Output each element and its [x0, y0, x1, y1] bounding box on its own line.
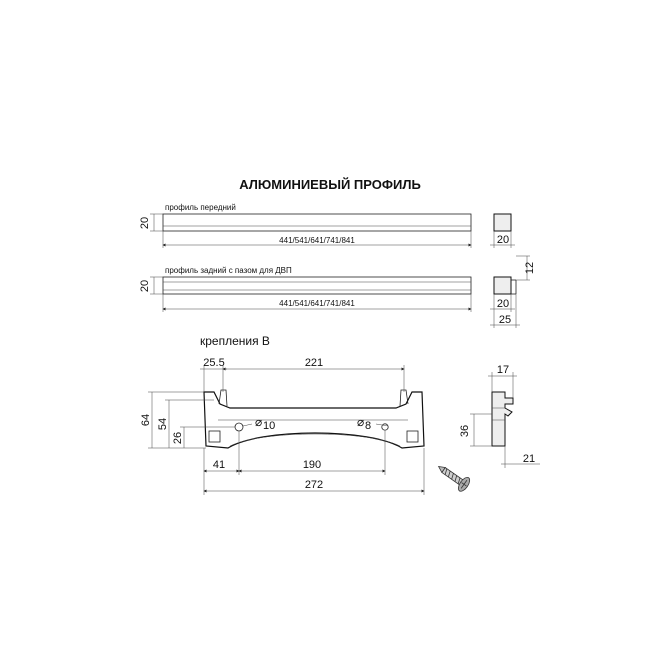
rear-profile-section — [494, 277, 511, 294]
bracket-label: крепления В — [200, 334, 270, 348]
drawing-title: АЛЮМИНИЕВЫЙ ПРОФИЛЬ — [239, 177, 421, 192]
bracket-bottom-span-dim: 190 — [302, 459, 322, 471]
rear-profile-bar — [163, 277, 471, 294]
front-profile-section — [494, 214, 511, 231]
hole-large-dim: 10 — [263, 420, 276, 432]
bracket-overall-dim: 272 — [304, 479, 324, 491]
front-profile-label: профиль передний — [165, 203, 236, 212]
bracket-side-view — [459, 364, 540, 468]
rear-section-width: 20 — [496, 298, 510, 310]
side-height-dim: 36 — [459, 424, 471, 438]
front-profile-height: 20 — [139, 216, 151, 230]
rear-section-groove: 12 — [524, 261, 536, 275]
front-profile-lengths: 441/541/641/741/841 — [279, 236, 355, 245]
rear-section-depth: 25 — [498, 314, 512, 326]
front-profile-bar — [163, 214, 471, 231]
bracket-top-span-dim: 221 — [304, 357, 324, 369]
side-width-top-dim: 17 — [496, 364, 510, 376]
bracket-front-view — [204, 390, 424, 448]
rear-profile-label: профиль задний с пазом для ДВП — [165, 266, 292, 275]
side-width-bottom-dim: 21 — [522, 453, 536, 465]
bracket-height-total-dim: 64 — [140, 413, 152, 427]
front-profile — [139, 203, 515, 248]
side-view-body — [492, 392, 513, 446]
bracket-height-low-dim: 26 — [172, 431, 184, 445]
bracket-offset-dim: 25.5 — [203, 357, 225, 369]
screw-icon — [434, 460, 472, 493]
rear-profile-height: 20 — [139, 279, 151, 293]
hole-small-dim: 8 — [365, 420, 372, 432]
front-section-width: 20 — [496, 234, 510, 246]
hole-small-symbol: ⌀ — [357, 415, 365, 429]
rear-profile-lengths: 441/541/641/741/841 — [279, 299, 355, 308]
bracket-height-mid-dim: 54 — [157, 417, 169, 431]
rear-profile — [139, 256, 536, 328]
bracket-bottom-offset-dim: 41 — [212, 459, 226, 471]
hole-large-symbol: ⌀ — [255, 415, 263, 429]
